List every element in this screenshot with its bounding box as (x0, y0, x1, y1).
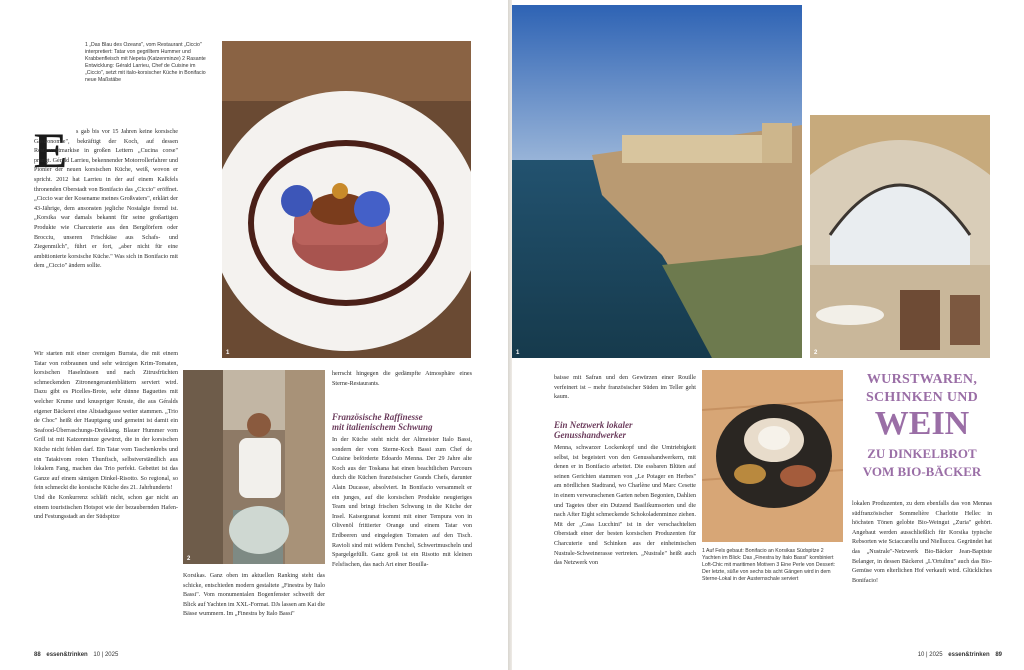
section-subheading: Französische Raffinesse mit italienischem Schwung (332, 412, 433, 432)
issue-date: 10 | 2025 (93, 652, 119, 658)
left-column-3-text: In der Küche steht nicht der Altmeister Italo Bassi, sondern der vom Sterne-Koch Bassi zum Chef de Cuisine beförderte Edoardo Menna. Der 29 Jahre alte Koch aus der Toskana hat einen beachtlichen Parcours durch die Küchen französischer Grands Chefs, darunter Alain Ducasse, absolviert. In Bonifacio versammelt er ein junges, auf die korsischen Produkte neugieriges Team und bringt frischen Schwung in die Küche der Insel. Kaisergranat kommt mit einer Tempura von in Olivenöl frittierter Orange und einem Tatar von Erdbeeren und eingelegten Tomaten auf den Tisch. Ravioli sind mit wildem Fenchel, Schwertmuscheln und Spargelgefüllt. Ganz groß ist ein Risotto mit kleinen Felsfischen, das nach Art einer Bouilla- (332, 437, 472, 568)
photo-caption-right: 1 Auf Fels gebaut: Bonifacio an Korsikas Südspitze 2 Yachten im Blick: Das „Finestra by Italo Bassi" kombiniert Loft-Chic mit maritimen Motiven 3 Eine Perle von Dessert: Der letzte, süße von sechs bis acht Gängen wird in dem Sterne-Lokal in der Austernschale serviert (702, 548, 836, 582)
folio-right (918, 652, 1002, 658)
photo-lobster-tartare-plate (222, 41, 471, 358)
left-column-3-intro: herrscht hingegen die gedämpfte Atmosphäre eines Sterne-Restaurants. (332, 371, 472, 387)
right-page (512, 0, 1024, 670)
pull-quote-line: WURSTWAREN, (866, 372, 978, 387)
pull-quote-line: VOM BIO-BÄCKER (862, 464, 982, 479)
dropcap-letter: E (34, 122, 68, 178)
photo-number: 2 (814, 350, 818, 356)
left-column-2-text: Korsikas. Ganz oben im aktuellen Ranking steht das schicke, entschieden modern gestaltete „Finestra by Italo Bassi". Vom monumentalen Bogenfenster schweift der Blick auf Yachten im XXL-Format. DJs lassen am Kai die Bässe wummern. Im „Finestra by Italo Bassi" (183, 573, 325, 618)
left-page (0, 0, 508, 670)
section-subheading: Ein Netzwerk lokaler Genusshandwerker (554, 420, 633, 440)
pull-quote-line: SCHINKEN UND (865, 390, 979, 405)
left-column-1-text: Wir starten mit einer cremigen Burrata, die mit einem Tatar von rotbraunen und sehr würzigen Krim-Tomaten, korsischen Haselnüssen und nach Zitrusfrüchten schmeckenden Zitronengeranienblättern serviert wird. Dazu gibt es Picelles-Brote, sehr dünne Baguettes mit welcher Krume und knuspriger Kruste, die aus Géralds eigener Bäckerei eine Altstadtgasse weiter stammen. „Trio de Choc" heißt der Hauptgang und gemeint ist damit ein Seafood-Überraschungs-Dreiklang. Blauer Hummer vom Grill ist mit Katzenminze gewürzt, die in der korsischen Küche nicht fehlen darf. Ein Tatar vom Taschenkrebs und ein Tatakivom roten Thunfisch, selbstverständlich aus lokalem Fang, machen das Trio perfekt. Gebettet ist das Ganze auf einem sämigen Dinkel-Risotto. So regional, so fein schmeckt die korsische Küche des 21. Jahrhunderts! Und die Konkurrenz schläft nicht, schon gar nicht an einem touristischen Hotspot wie der bezaubernden Hafen- und Festungsstadt an der Südspitze (34, 351, 178, 521)
pull-quote-line: ZU DINKELBROT (867, 446, 977, 461)
photo-oyster-dessert (702, 370, 843, 542)
magazine-name: essen&trinken (46, 652, 88, 658)
right-column-3-text: lokalen Produzenten, zu dem ebenfalls das von Mennas südfranzösischer Sommelière Charlotte Hellec in höchsten Tönen gelobte Bio-Weingut „Zuria" gehört. Angebaut werden ausschließlich für Korsika typische Rebsorten wie Sciaccarellu und Nielluccu. Gegründet hat das „Nustrale"-Netzwerk Bio-Bäcker Jean-Baptiste Belanger, in dessen Bäckerei „L'Ortulinu" auch das Bio-Gemüse vom elterlichen Hof verkauft wird. Glückliches Bonifacio! (852, 501, 992, 584)
pull-quote-emphasis: WEIN (874, 405, 970, 442)
issue-date: 10 | 2025 (917, 652, 943, 658)
folio-left (34, 652, 118, 658)
magazine-name: essen&trinken (948, 652, 990, 658)
intro-paragraph: s gab bis vor 15 Jahren keine korsische Gastronomie", bekräftigt der Koch, auf dessen Restaurantmarkise in großen Lettern „Cucina corse" prangt. Gérald Larrieu, bekennender Motorrollerfahrer und Pionier der neuen korsischen Küche, weiß, wovon er spricht. 2012 hat Larrieu in der auf einem Kalkfels thronenden Oberstadt von Bonifacio das „Ciccio" eröffnet. „Ciccio war der Kosename meines Großvaters", erklärt der 43-Jährige, dem ansonsten jegliche Nostalgie fremd ist. „Korsika war damals bekannt für seine großartigen Produkte wie Charcuterie aus den Bergdörfern oder Brocciu, unseren Frischkäse aus Schafs- und Ziegenmilch", führt er fort, „aber nicht für eine ambitionierte korsische Küche." Was sich in Bonifacio mit dem „Ciccio" ändern sollte. (34, 129, 178, 270)
photo-number: 2 (187, 556, 191, 562)
photo-number: 1 (226, 350, 230, 356)
photo-bonifacio-cliffs (512, 5, 802, 358)
photo-number: 1 (516, 350, 520, 356)
right-column-1-intro: baisse mit Safran und den Gewürzen einer Rouille verfeinert ist – mehr französischer Süden im Teller geht kaum. (554, 375, 696, 401)
right-column-1-text: Menna, schwarzer Lockenkopf und die Umtriebigkeit selbst, ist begeistert von den Genusshandwerkern, mit denen er in Bonifacio arbeitet. Die essbaren Blüten auf seinen Gerichten stammen von „Le Potager en Herbes" am nördlichen Stadtrand, wo Charlène und Marc Cesette in einem verwunschenen Garten neben Begonien, Dahlien und Tagetes über ein Dutzend Basilikumsorten und die nach After Eight schmeckende Schokoladenminze ziehen. Mit der „Casa Lucchini" ist in der verschachtelten Oberstadt einer der besten korsischen Produzenten für Charcuterie und Schinken aus der einheimischen Nustrale-Schweinerasse vertreten. „Nustrale" heißt auch das Netzwerk von (554, 445, 696, 567)
photo-restaurant-interior (810, 115, 990, 358)
page-number: 88 (34, 652, 41, 658)
page-number: 89 (995, 652, 1002, 658)
photo-caption-left: 1 „Das Blau des Ozeans", vom Restaurant „Ciccio" interpretiert: Tatar von gegrilltem Hummer und Krabbenfleisch mit Nepeta (Katzenminze) 2 Rasante Entwicklung: Gérald Larrieu, Chef de Cuisine im „Ciccio", setzt mit italo-korsischer Küche in Bonifacio neue Maßstäbe (85, 42, 206, 83)
photo-chef-on-scooter (183, 370, 325, 564)
